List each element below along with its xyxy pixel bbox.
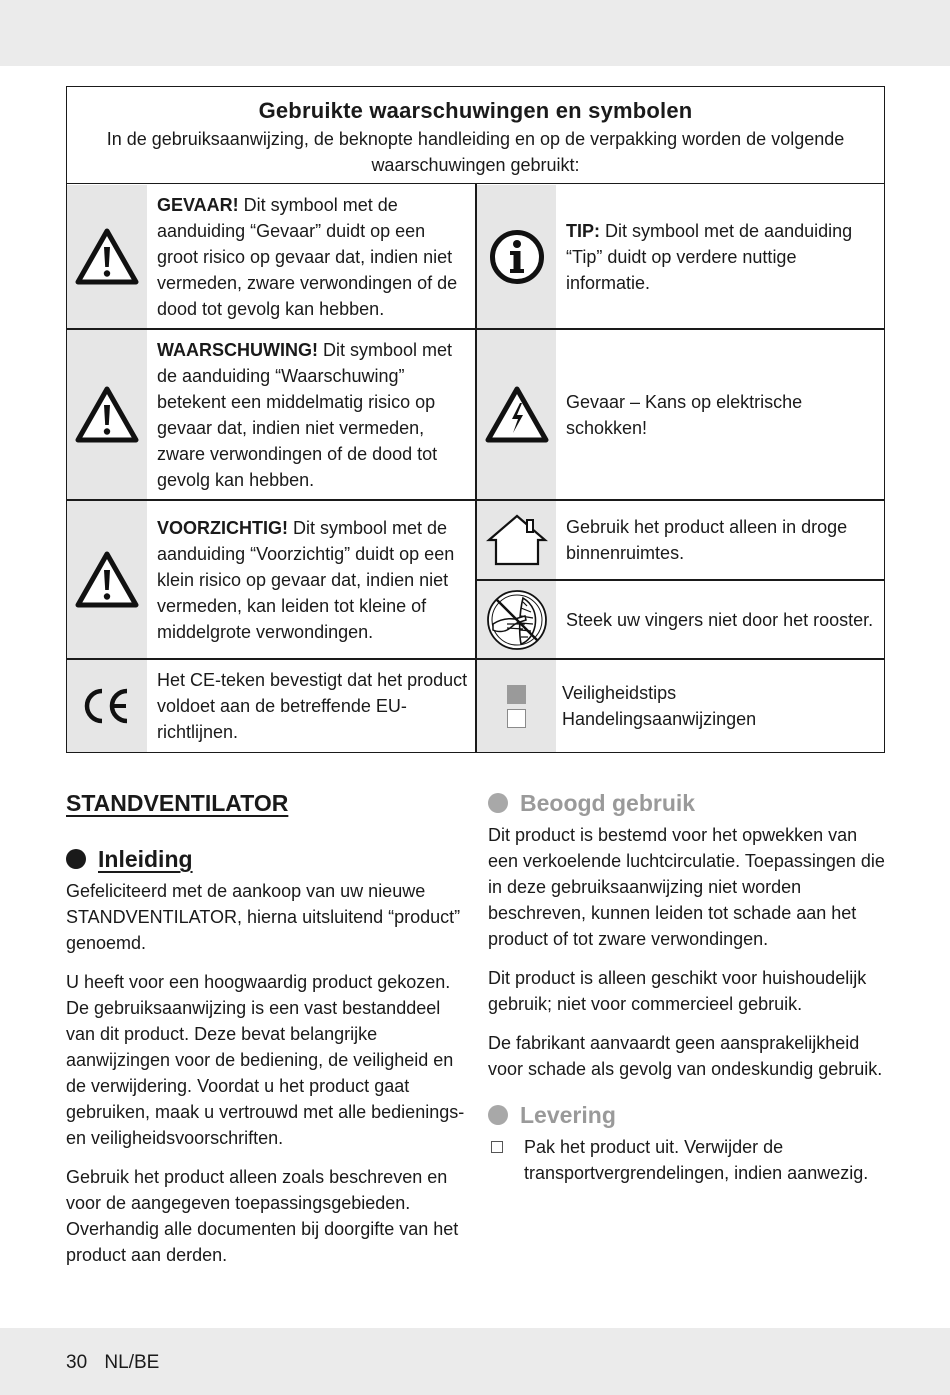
electric-shock-icon [485,386,549,444]
intro-paragraph-1: Gefeliciteerd met de aankoop van uw nieuwe STANDVENTILATOR, hierna uitsluitend “product” genoemd. [66,881,461,953]
use-paragraph-1: Dit product is bestemd voor het opwekken van een verkoelende luchtcirculatie. Toepassingen die in deze gebruiksaanwijzing niet worden beschreven, kunnen leiden tot schade aan het product of tot zware verwondingen. [488,825,885,949]
table-title: Gebruikte waarschuwingen en symbolen [258,98,693,123]
intended-use-heading [488,790,888,816]
intended-use-heading-text: Beoogd gebruik [520,790,696,816]
delivery-instruction: Pak het product uit. Verwijder de transportvergrendelingen, indien aanwezig. [524,1137,869,1183]
warning-triangle-icon [75,386,139,444]
instructions-label: Handelingsaanwijzingen [562,709,757,729]
use-paragraph-3: De fabrikant aanvaardt geen aansprakelijkheid voor schade als gevolg van ondeskundig gebruik. [488,1033,883,1079]
square-icons [505,681,529,731]
warning-icon-cell [67,330,147,499]
caution-icon-cell [67,501,147,658]
indoor-description: Gebruik het product alleen in droge binnenruimtes. [566,517,848,563]
danger-text [147,185,475,328]
ce-icon-cell [67,660,147,752]
product-title: STANDVENTILATOR [66,790,289,816]
warning-text [147,330,475,499]
table-header [67,87,884,184]
ce-mark-icon [82,687,132,725]
list-item [488,1134,888,1186]
bullet-dot [488,1105,508,1125]
grille-icon-cell [477,581,556,658]
indoor-text [556,501,886,579]
caution-label: VOORZICHTIG! [157,517,288,538]
top-band [0,0,950,66]
bullet-dot [488,793,508,813]
no-fingers-grille-icon [485,588,549,652]
warning-triangle-icon [75,228,139,286]
house-icon [486,512,548,568]
danger-label: GEVAAR! [157,194,239,215]
delivery-heading-text: Levering [520,1102,616,1128]
tips-icon-cell [477,660,556,752]
warning-label: WAARSCHUWING! [157,339,318,360]
grille-description: Steek uw vingers niet door het rooster. [566,609,874,630]
locale-code: NL/BE [104,1352,160,1373]
electric-icon-cell [477,330,556,499]
intro-paragraph-3: Gebruik het product alleen zoals beschreven en voor de aangegeven toepassingsgebieden. Overhandig alle documenten bij doorgifte van het product aan derden. [66,1167,459,1265]
tip-text [556,185,886,328]
info-icon [489,229,545,285]
electric-description: Gevaar – Kans op elektrische schokken! [566,391,803,438]
bullet-dot [66,849,86,869]
right-column [488,790,888,1186]
caution-text [147,501,475,658]
page-footer [66,1352,159,1374]
indoor-icon-cell [477,501,556,579]
electric-text [556,330,886,499]
tips-text [552,660,886,752]
intro-heading-text: Inleiding [98,846,193,872]
checkbox-square-icon [491,1141,503,1153]
intro-paragraph-2: U heeft voor een hoogwaardig product gekozen. De gebruiksaanwijzing is een vast bestanddeel van dit product. Deze bevat belangrijke aanwijzingen voor de bediening, de veiligheid en de verwijdering. Voordat u het product gaat gebruiken, maak u vertrouwd met alle bedienings- en veiligheidsvoorschriften. [66,972,465,1148]
ce-text [147,660,475,752]
danger-icon-cell [67,185,147,328]
ce-description: Het CE-teken bevestigt dat het product voldoet aan de betreffende EU-richtlijnen. [157,670,468,742]
danger-description: Dit symbool met de aanduiding “Gevaar” duidt op een groot risico op gevaar dat, indien niet vermeden, zware verwondingen of de dood tot gevolg kan hebben. [157,194,458,319]
intro-heading [66,846,466,872]
safety-tips-label: Veiligheidstips [562,683,677,703]
grille-text [556,581,886,658]
page-number: 30 [66,1352,88,1373]
left-column [66,790,466,1268]
tip-icon-cell [477,185,556,328]
table-intro: In de gebruiksaanwijzing, de beknopte handleiding en op de verpakking worden de volgende waarschuwingen gebruikt: [106,129,845,175]
warning-description: Dit symbool met de aanduiding “Waarschuwing” betekent een middelmatig risico op gevaar dat, indien niet vermeden, zware verwondingen of de dood tot gevolg kan hebben. [157,339,453,490]
use-paragraph-2: Dit product is alleen geschikt voor huishoudelijk gebruik; niet voor commercieel gebruik. [488,968,867,1014]
symbols-table [66,86,885,753]
caution-description: Dit symbool met de aanduiding “Voorzichtig” duidt op een klein risico op gevaar dat, indien niet vermeden, kan leiden tot kleine of middelgrote verwondingen. [157,517,455,642]
warning-triangle-icon [75,551,139,609]
delivery-heading [488,1102,888,1128]
tip-description: Dit symbool met de aanduiding “Tip” duidt op verdere nuttige informatie. [566,220,853,293]
tip-label: TIP: [566,220,600,241]
